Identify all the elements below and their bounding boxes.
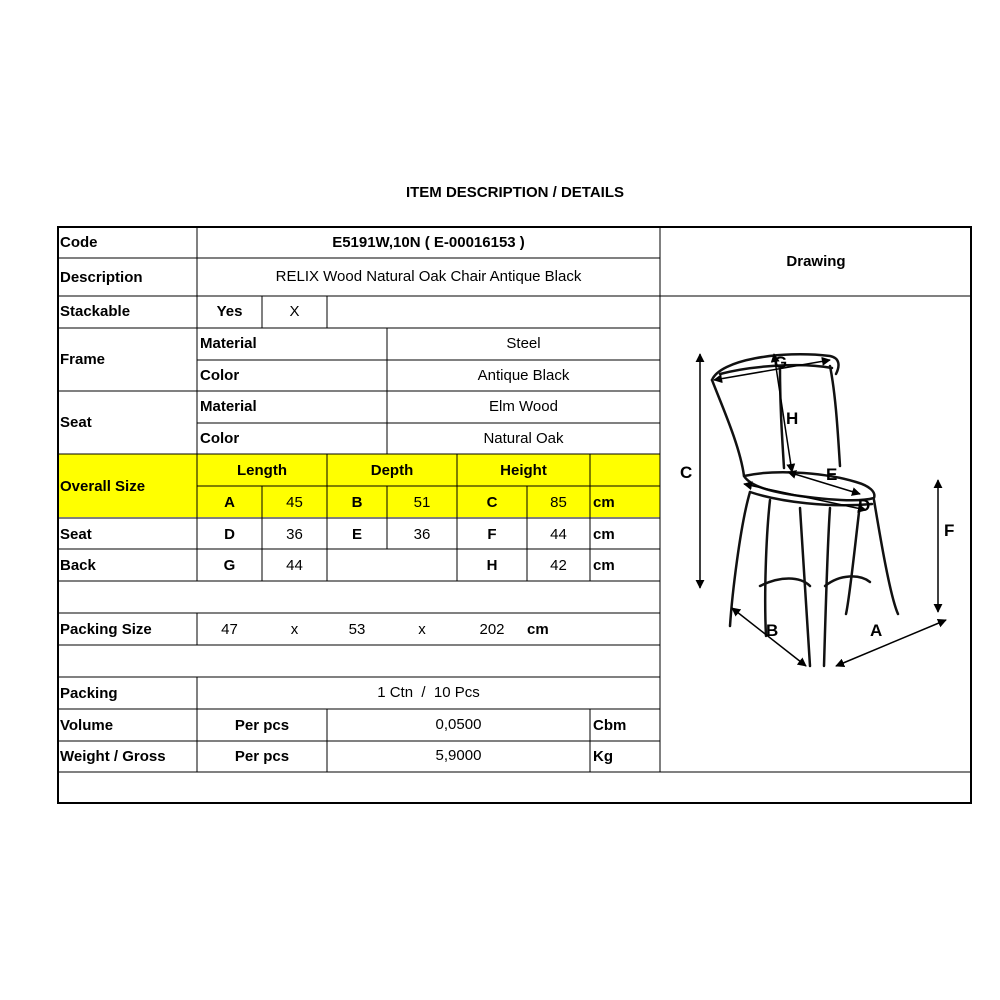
dim-f-letter: F [487, 526, 497, 543]
packing-value: 1 Ctn / 10 Pcs [377, 684, 480, 701]
label-e: E [826, 465, 838, 484]
overall-size-label: Overall Size [60, 478, 146, 495]
packing-length: 47 [221, 621, 238, 638]
dimension-lines [700, 354, 946, 666]
volume-value: 0,0500 [435, 716, 482, 733]
dim-d-letter: D [224, 526, 235, 543]
weight-value: 5,9000 [435, 747, 482, 764]
page-title: ITEM DESCRIPTION / DETAILS [405, 184, 625, 201]
chair-illustration [660, 296, 972, 772]
drawing-header: Drawing [786, 253, 846, 270]
seat-material-value: Elm Wood [489, 398, 558, 415]
seat-dims-unit: cm [593, 526, 615, 543]
seat-material-label: Material [200, 398, 257, 415]
description-label: Description [60, 269, 143, 286]
stackable-yes: Yes [216, 303, 243, 320]
dim-c-letter: C [486, 494, 498, 511]
label-g: G [774, 353, 788, 372]
dim-line-g [714, 360, 830, 380]
label-a: A [870, 621, 883, 640]
dim-a-letter: A [224, 494, 235, 511]
stackable-label: Stackable [60, 303, 131, 320]
dim-h-letter: H [486, 557, 498, 574]
volume-unit: Cbm [593, 717, 627, 734]
description-value: RELIX Wood Natural Oak Chair Antique Black [275, 268, 582, 285]
dim-line-a [836, 620, 946, 666]
dim-h-value: 42 [550, 557, 567, 574]
dim-line-d [744, 484, 866, 510]
seat-dims-label: Seat [60, 526, 92, 543]
height-header: Height [500, 462, 547, 479]
length-header: Length [237, 462, 287, 479]
chair-drawing [660, 296, 972, 772]
dim-a-value: 45 [286, 494, 303, 511]
dim-e-value: 36 [413, 526, 431, 543]
packing-unit: cm [527, 621, 549, 638]
dim-g-value: 44 [286, 557, 303, 574]
seat-color-label: Color [200, 430, 240, 447]
volume-label: Volume [60, 717, 114, 734]
back-dims-unit: cm [593, 557, 615, 574]
back-dims-label: Back [60, 557, 96, 574]
dim-e-letter: E [351, 526, 362, 543]
label-c: C [680, 463, 693, 482]
packing-width: 53 [348, 621, 366, 638]
depth-header: Depth [370, 462, 414, 479]
weight-unit: Kg [593, 748, 613, 765]
stackable-mark: X [289, 303, 300, 320]
frame-color-value: Antique Black [477, 367, 570, 384]
packing-height: 202 [479, 621, 505, 638]
code-value: E5191W,10N ( E-00016153 ) [332, 234, 525, 251]
dim-b-letter: B [351, 494, 363, 511]
label-h: H [786, 409, 799, 428]
packing-size-label: Packing Size [60, 621, 152, 638]
frame-color-label: Color [200, 367, 240, 384]
dim-c-value: 85 [550, 494, 567, 511]
weight-per: Per pcs [234, 748, 290, 765]
frame-label: Frame [60, 351, 106, 368]
spec-sheet [57, 226, 972, 804]
frame-material-label: Material [200, 335, 257, 352]
packing-x2: x [418, 621, 426, 638]
packing-x1: x [290, 621, 299, 638]
seat-color-value: Natural Oak [483, 430, 564, 447]
overall-unit: cm [593, 494, 615, 511]
packing-label: Packing [60, 685, 118, 702]
dim-g-letter: G [223, 557, 236, 574]
dim-b-value: 51 [413, 494, 431, 511]
dim-f-value: 44 [550, 526, 567, 543]
code-label: Code [60, 234, 98, 251]
frame-material-value: Steel [506, 335, 541, 352]
weight-label: Weight / Gross [60, 748, 166, 765]
label-f: F [944, 521, 955, 540]
seat-spec-label: Seat [60, 414, 92, 431]
label-b: B [766, 621, 779, 640]
label-d: D [858, 496, 871, 515]
volume-per: Per pcs [234, 717, 290, 734]
dimension-labels [680, 353, 954, 640]
dim-d-value: 36 [286, 526, 303, 543]
